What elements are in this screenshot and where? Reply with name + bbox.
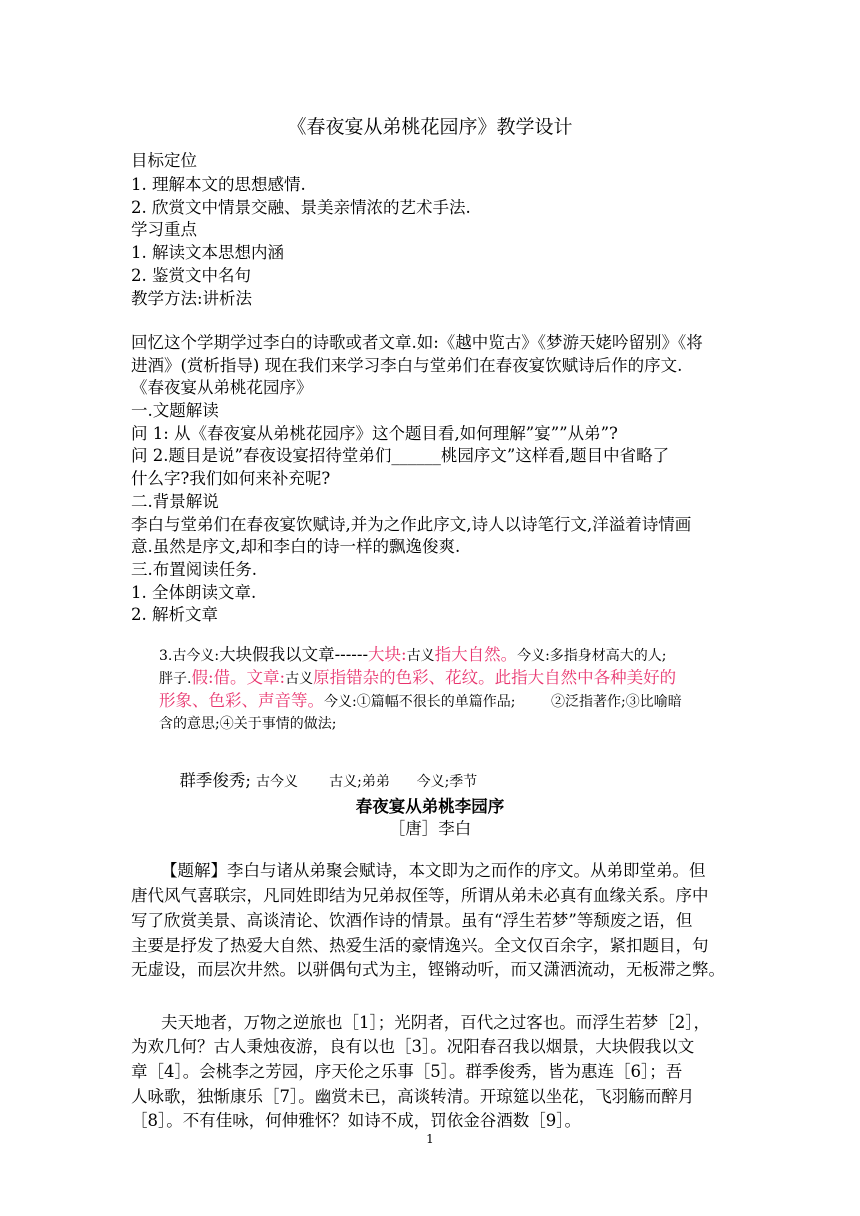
note-text: 古今义 古义;弟弟 今义;季节: [256, 774, 478, 790]
task-item: 2. 解析文章: [131, 605, 218, 624]
note-phrase: 群季俊秀;: [179, 771, 251, 790]
note-phrase: 大块假我以文章------: [219, 645, 369, 664]
page-number: 1: [426, 1132, 434, 1146]
intro-line: 回忆这个学期学过李白的诗歌或者文章.如:《越中览古》《梦游天姥吟留别》《将: [131, 333, 703, 352]
section1-heading: 一.文题解读: [131, 401, 219, 420]
note-line: [159, 647, 667, 664]
note-highlight: 大块:: [368, 645, 407, 664]
focus-item: 2. 鉴赏文中名句: [131, 266, 251, 285]
section3-heading: 三.布置阅读任务.: [131, 560, 257, 579]
poem-text-line: 人咏歌，独惭康乐［7］。幽赏未已，高谈转清。开琼筵以坐花，飞羽觞而醉月: [131, 1087, 695, 1106]
background-line: 意.虽然是序文,却和李白的诗一样的飘逸俊爽.: [131, 537, 461, 556]
note-line: [159, 670, 676, 687]
note-line: 含的意思;④关于事情的做法;: [159, 716, 337, 732]
poem-title: 春夜宴从弟桃李园序: [355, 797, 505, 816]
question-2-cont: 什么字?我们如何来补充呢?: [131, 469, 331, 488]
goal-item: 2. 欣赏文中情景交融、景美亲情浓的艺术手法.: [131, 198, 471, 217]
page-title: 《春夜宴从弟桃花园序》教学设计: [287, 116, 573, 138]
explain-line: 主要是抒发了热爱大自然、热爱生活的豪情逸兴。全文仅百余字，紧扣题目，句: [131, 936, 709, 955]
note-line: [159, 693, 682, 710]
poem-author: ［唐］李白: [388, 819, 472, 838]
note-text: 古义: [285, 671, 314, 687]
poem-text-line: 夫天地者，万物之逆旅也［1］；光阴者，百代之过客也。而浮生若梦［2］，: [161, 1013, 710, 1032]
explain-line: 无虚设，而层次井然。以骈偶句式为主，铿锵动听，而又潇洒流动，无板滞之弊。: [131, 960, 725, 979]
goal-item: 1. 理解本文的思想感情.: [131, 175, 306, 194]
note-highlight: 形象、色彩、声音等。: [159, 691, 324, 710]
note-highlight: 原指错杂的色彩、花纹。此指大自然中各种美好的: [313, 668, 677, 687]
focus-heading: 学习重点: [131, 220, 197, 239]
note-text: 古义: [406, 648, 435, 664]
question-2: 问 2.题目是说”春夜设宴招待堂弟们______桃园序文”这样看,题目中省略了: [131, 446, 670, 465]
note-highlight: 指大自然。: [434, 645, 518, 664]
question-1: 问 1: 从《春夜宴从弟桃花园序》这个题目看,如何理解”宴””从弟”?: [131, 424, 618, 443]
explain-line: 写了欣赏美景、高谈清论、饮酒作诗的情景。虽有“浮生若梦”等颓废之语，但: [131, 911, 693, 930]
poem-text-line: 章［4］。会桃李之芳园，序天伦之乐事［5］。群季俊秀，皆为惠连［6］；吾: [131, 1062, 683, 1081]
note-text: 胖子.: [159, 671, 192, 687]
poem-text-line: 为欢几何？古人秉烛夜游，良有以也［3］。况阳春召我以烟景，大块假我以文: [131, 1037, 695, 1056]
explain-line: 唐代风气喜联宗，凡同姓即结为兄弟叔侄等，所谓从弟未必真有血缘关系。序中: [131, 886, 709, 905]
note-text: 今义:①篇幅不很长的单篇作品; ②泛指著作;③比喻暗: [324, 694, 682, 710]
note-label: 3.古今义:: [159, 648, 220, 664]
goals-heading: 目标定位: [131, 151, 197, 170]
background-line: 李白与堂弟们在春夜宴饮赋诗,并为之作此序文,诗人以诗笔行文,洋溢着诗情画: [131, 515, 692, 534]
intro-line: 《春夜宴从弟桃花园序》: [131, 378, 313, 397]
poem-text-line: ［8］。不有佳咏，何伸雅怀？如诗不成，罚依金谷酒数［9］。: [131, 1111, 581, 1130]
intro-line: 进酒》(赏析指导) 现在我们来学习李白与堂弟们在春夜宴饮赋诗后作的序文.: [131, 356, 683, 375]
note-highlight: 假:借。文章:: [191, 668, 286, 687]
teaching-method: 教学方法:讲析法: [131, 289, 253, 308]
explain-line: 【题解】李白与诸从弟聚会赋诗，本文即为之而作的序文。从弟即堂弟。但: [161, 861, 706, 880]
section2-heading: 二.背景解说: [131, 492, 219, 511]
task-item: 1. 全体朗读文章.: [131, 583, 257, 602]
focus-item: 1. 解读文本思想内涵: [131, 243, 284, 262]
note-text: 今义:多指身材高大的人;: [517, 648, 667, 664]
